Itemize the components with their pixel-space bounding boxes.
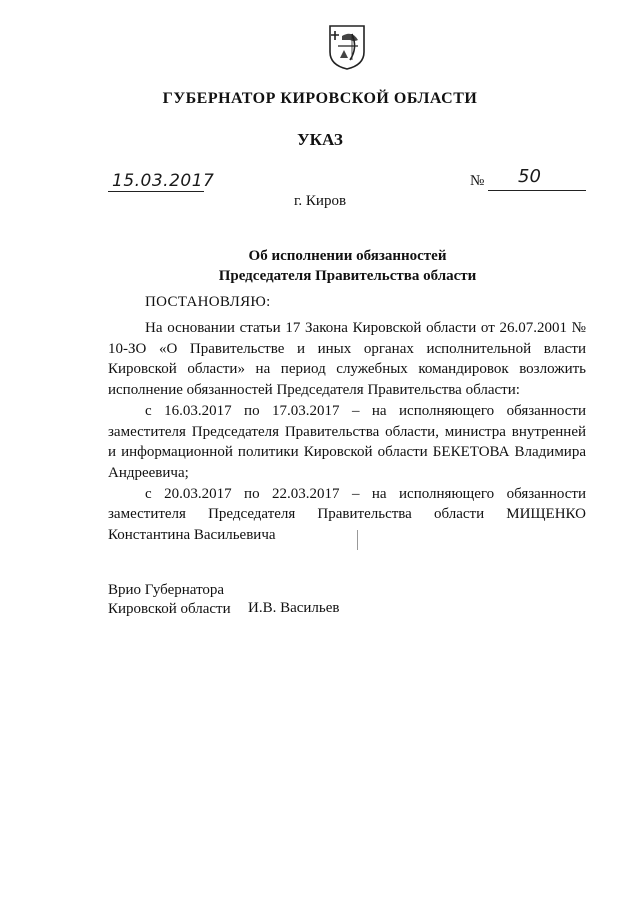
document-subject <box>0 246 640 286</box>
document-body <box>108 318 586 546</box>
signer-title-line-2: Кировской области <box>108 601 231 617</box>
org-title: ГУБЕРНАТОР КИРОВСКОЙ ОБЛАСТИ <box>162 90 478 107</box>
subject-line-2: Председателя Правительства области <box>218 268 477 284</box>
scan-mark <box>357 530 358 550</box>
document-date: 15.03.2017 <box>112 171 215 191</box>
city: г. Киров <box>293 193 347 209</box>
subject-line-1: Об исполнении обязанностей <box>248 248 447 264</box>
signer-name: И.В. Васильев <box>248 600 340 616</box>
paragraph-2: с 16.03.2017 по 17.03.2017 – на исполняющего обязанности заместителя Председателя Правительства области, министра внутренней и информационной политики Кировской области БЕКЕТОВА Владимира Андреевича; <box>108 402 586 481</box>
document-number: 50 <box>518 166 541 187</box>
number-sign: № <box>470 173 485 189</box>
paragraph-3: с 20.03.2017 по 22.03.2017 – на исполняющего обязанности заместителя Председателя Правительства области МИЩЕНКО Константина Васильевича <box>108 485 586 544</box>
coat-of-arms-icon <box>328 22 366 70</box>
signer-title-line-1: Врио Губернатора <box>108 582 225 598</box>
signer-title <box>108 581 231 619</box>
date-underline <box>108 191 204 192</box>
document-type: УКАЗ <box>297 130 343 149</box>
number-underline <box>488 190 586 191</box>
paragraph-1: На основании статьи 17 Закона Кировской области от 26.07.2001 № 10-ЗО «О Правительстве и иных органах исполнительной власти Кировской области» на период служебных командировок возложить исполнение обязанностей Председателя Правительства области: <box>108 320 586 399</box>
decree-word: ПОСТАНОВЛЯЮ: <box>145 294 271 310</box>
